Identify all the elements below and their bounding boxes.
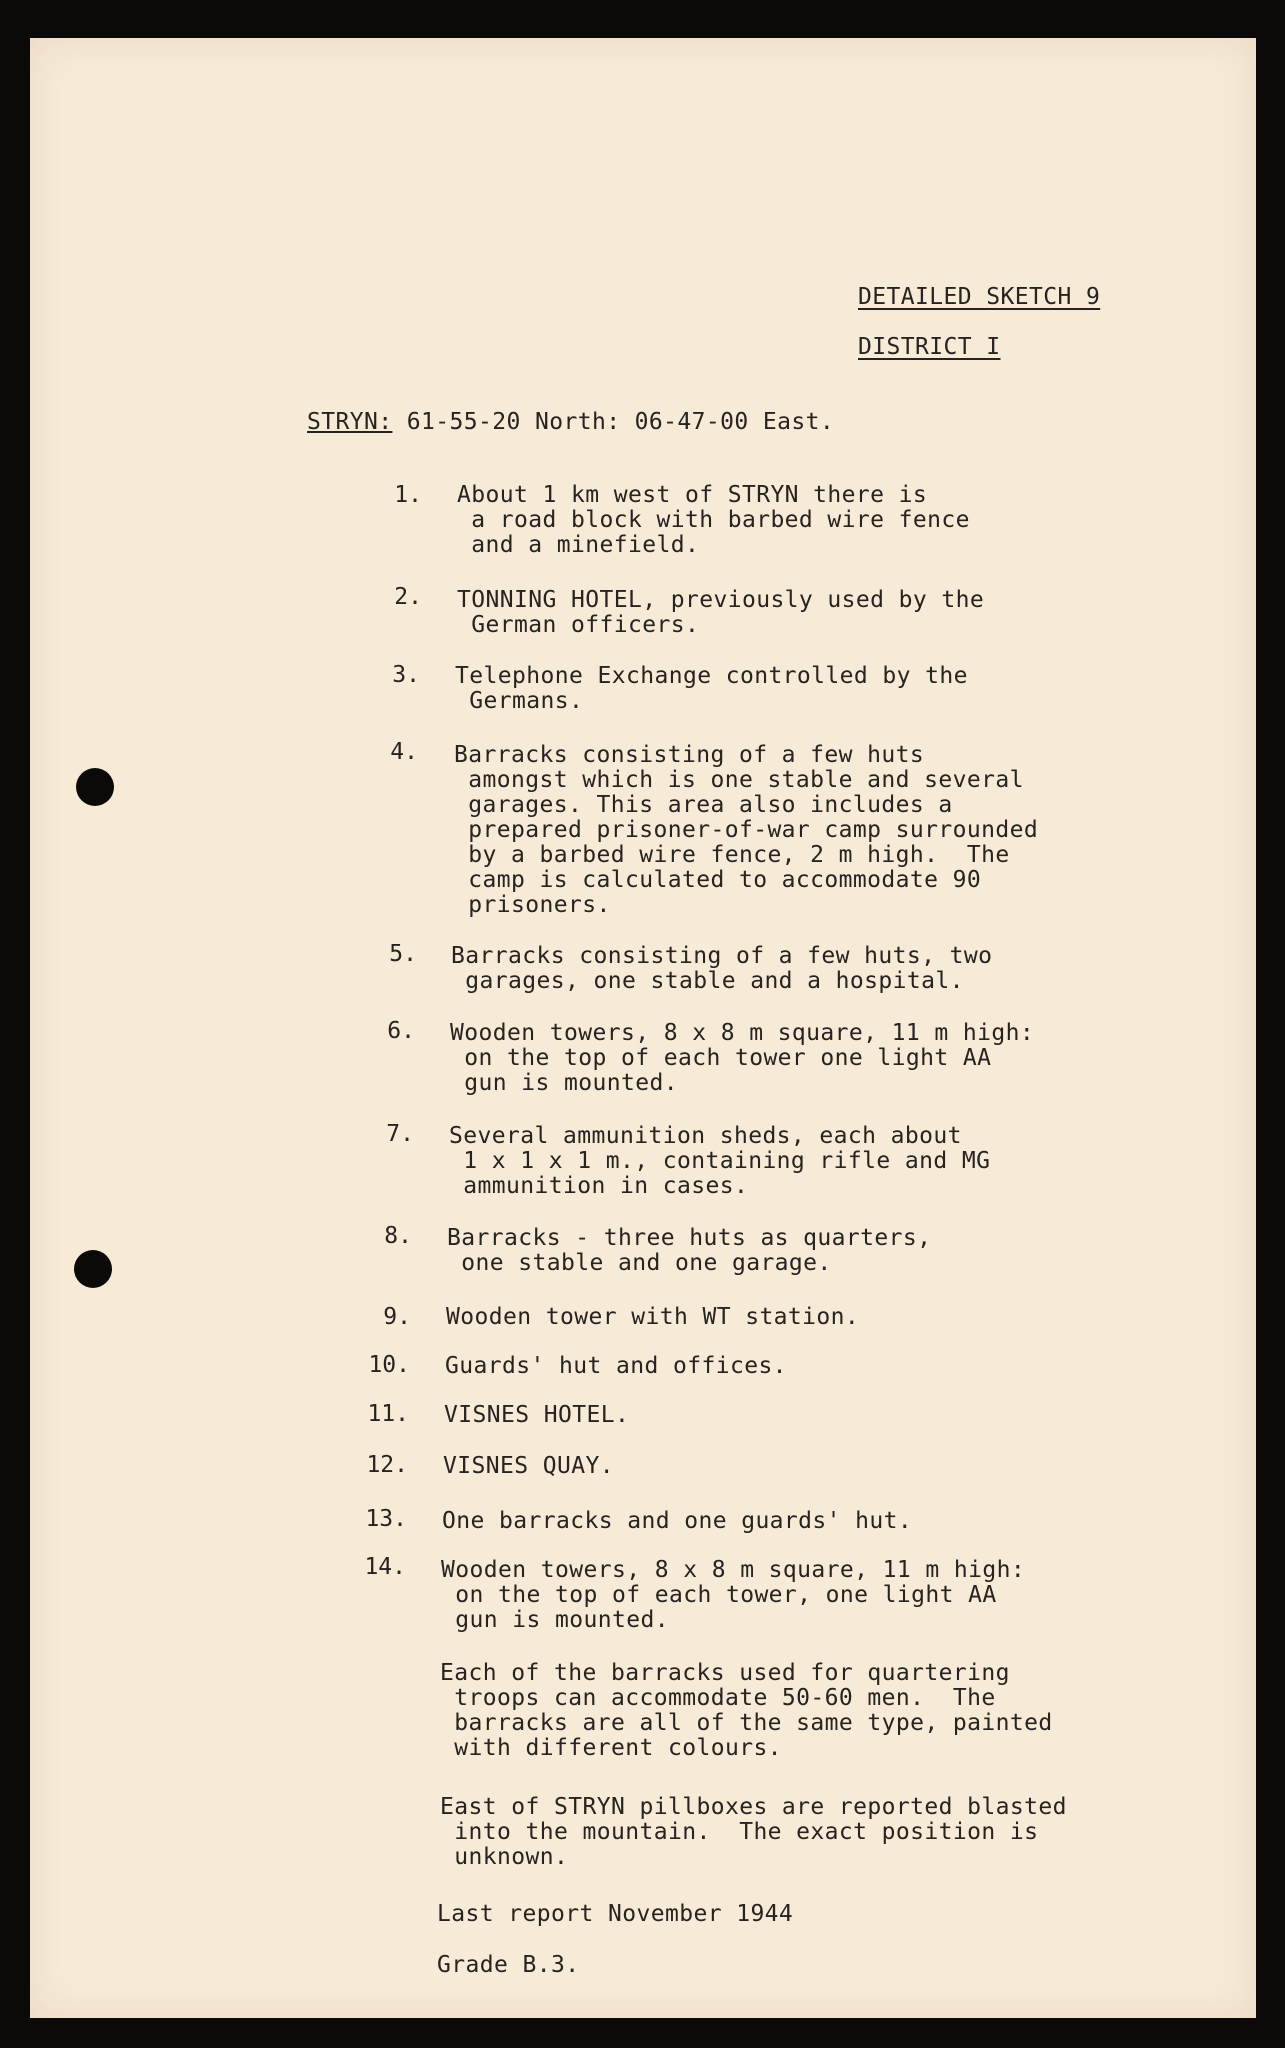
item-number: 6. — [387, 1018, 415, 1044]
barracks-paragraph: Each of the barracks used for quartering troops can accommodate 50-60 men. The barracks are all of the same type, painted with different colours. — [440, 1660, 1053, 1761]
item-text: Wooden towers, 8 x 8 m square, 11 m high: on the top of each tower one light AA gun is mounted. — [450, 1020, 1035, 1096]
item-number: 4. — [390, 739, 418, 765]
location-coordinates — [307, 410, 834, 435]
item-text: Telephone Exchange controlled by the Germans. — [455, 663, 968, 714]
item-text: Wooden towers, 8 x 8 m square, 11 m high: on the top of each tower, one light AA gun is mounted. — [441, 1557, 1026, 1633]
item-number: 13. — [365, 1506, 407, 1532]
item-text: Barracks consisting of a few huts, two garages, one stable and a hospital. — [451, 943, 993, 994]
item-text: VISNES QUAY. — [443, 1453, 614, 1479]
last-report-line: Last report November 1944 — [437, 1901, 794, 1927]
item-text: Guards' hut and offices. — [445, 1353, 787, 1379]
item-text: VISNES HOTEL. — [444, 1402, 630, 1428]
coordinates-text: 61-55-20 North: 06-47-00 East. — [392, 409, 835, 435]
item-text: Wooden tower with WT station. — [446, 1304, 860, 1330]
item-text: Barracks consisting of a few huts amongst which is one stable and several garages. This area also includes a prepared prisoner-of-war camp surrounded by a barbed wire fence, 2 m high. The camp is calculated to accommodate 90 prisoners. — [454, 742, 1039, 918]
grade-line: Grade B.3. — [437, 1952, 580, 1978]
pillboxes-paragraph: East of STRYN pillboxes are reported blasted into the mountain. The exact position is unknown. — [440, 1794, 1067, 1870]
district-heading: DISTRICT I — [858, 334, 1001, 360]
item-number: 3. — [392, 662, 420, 688]
sketch-heading: DETAILED SKETCH 9 — [858, 284, 1101, 310]
item-text: Several ammunition sheds, each about 1 x 1 x 1 m., containing rifle and MG ammunition in cases. — [449, 1123, 991, 1199]
location-name: STRYN: — [307, 409, 393, 435]
item-text: Barracks - three huts as quarters, one stable and one garage. — [447, 1225, 932, 1276]
item-number: 1. — [394, 482, 422, 508]
item-text: TONNING HOTEL, previously used by the German officers. — [457, 587, 985, 638]
item-number: 12. — [366, 1452, 408, 1478]
item-number: 9. — [383, 1304, 411, 1330]
punch-hole — [76, 768, 114, 806]
item-number: 2. — [394, 584, 422, 610]
punch-hole — [74, 1250, 112, 1288]
item-number: 7. — [386, 1121, 414, 1147]
item-number: 11. — [367, 1401, 409, 1427]
item-number: 14. — [364, 1554, 406, 1580]
item-text: One barracks and one guards' hut. — [442, 1508, 913, 1534]
item-number: 5. — [389, 941, 417, 967]
item-number: 10. — [368, 1352, 410, 1378]
item-number: 8. — [384, 1223, 412, 1249]
item-text: About 1 km west of STRYN there is a road block with barbed wire fence and a minefield. — [457, 482, 970, 558]
